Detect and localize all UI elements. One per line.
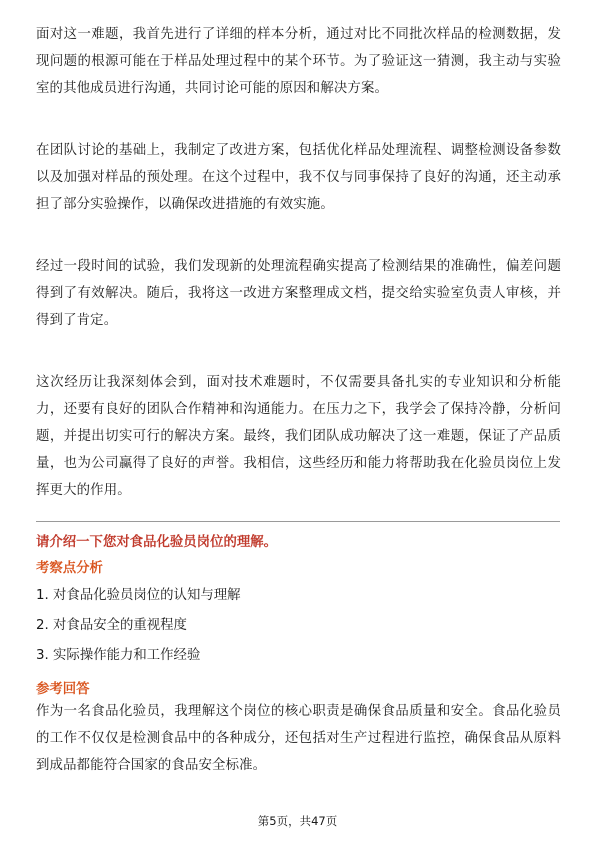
section-divider	[36, 521, 560, 522]
body-paragraph: 这次经历让我深刻体会到，面对技术难题时，不仅需要具备扎实的专业知识和分析能力，还要有良好的团队合作精神和沟通能力。在压力之下，我学会了保持冷静，分析问题，并提出切实可行的解决方案。最终，我们团队成功解决了这一难题，保证了产品质量，也为公司赢得了良好的声誉。我相信，这些经历和能力将帮助我在化验员岗位上发挥更大的作用。	[36, 375, 561, 498]
answer-paragraph: 作为一名食品化验员，我理解这个岗位的核心职责是确保食品质量和安全。食品化验员的工作不仅仅是检测食品中的各种成分，还包括对生产过程进行监控，确保食品从原料到成品都能符合国家的食品安全标准。	[36, 704, 561, 773]
analysis-point: 3. 实际操作能力和工作经验	[36, 648, 201, 663]
analysis-point: 1. 对食品化验员岗位的认知与理解	[36, 588, 241, 603]
page-number: 第5页，共47页	[257, 814, 338, 828]
analysis-heading: 考察点分析	[36, 561, 103, 576]
answer-heading: 参考回答	[36, 682, 90, 697]
interview-question: 请介绍一下您对食品化验员岗位的理解。	[36, 535, 278, 550]
body-paragraph: 在团队讨论的基础上，我制定了改进方案，包括优化样品处理流程、调整检测设备参数以及加强对样品的预处理。在这个过程中，我不仅与同事保持了良好的沟通，还主动承担了部分实验操作，以确保改进措施的有效实施。	[36, 143, 561, 212]
body-paragraph: 经过一段时间的试验，我们发现新的处理流程确实提高了检测结果的准确性，偏差问题得到了有效解决。随后，我将这一改进方案整理成文档，提交给实验室负责人审核，并得到了肯定。	[36, 259, 561, 328]
analysis-point: 2. 对食品安全的重视程度	[36, 618, 187, 633]
body-paragraph: 面对这一难题，我首先进行了详细的样本分析，通过对比不同批次样品的检测数据，发现问题的根源可能在于样品处理过程中的某个环节。为了验证这一猜测，我主动与实验室的其他成员进行沟通，共同讨论可能的原因和解决方案。	[36, 27, 561, 96]
